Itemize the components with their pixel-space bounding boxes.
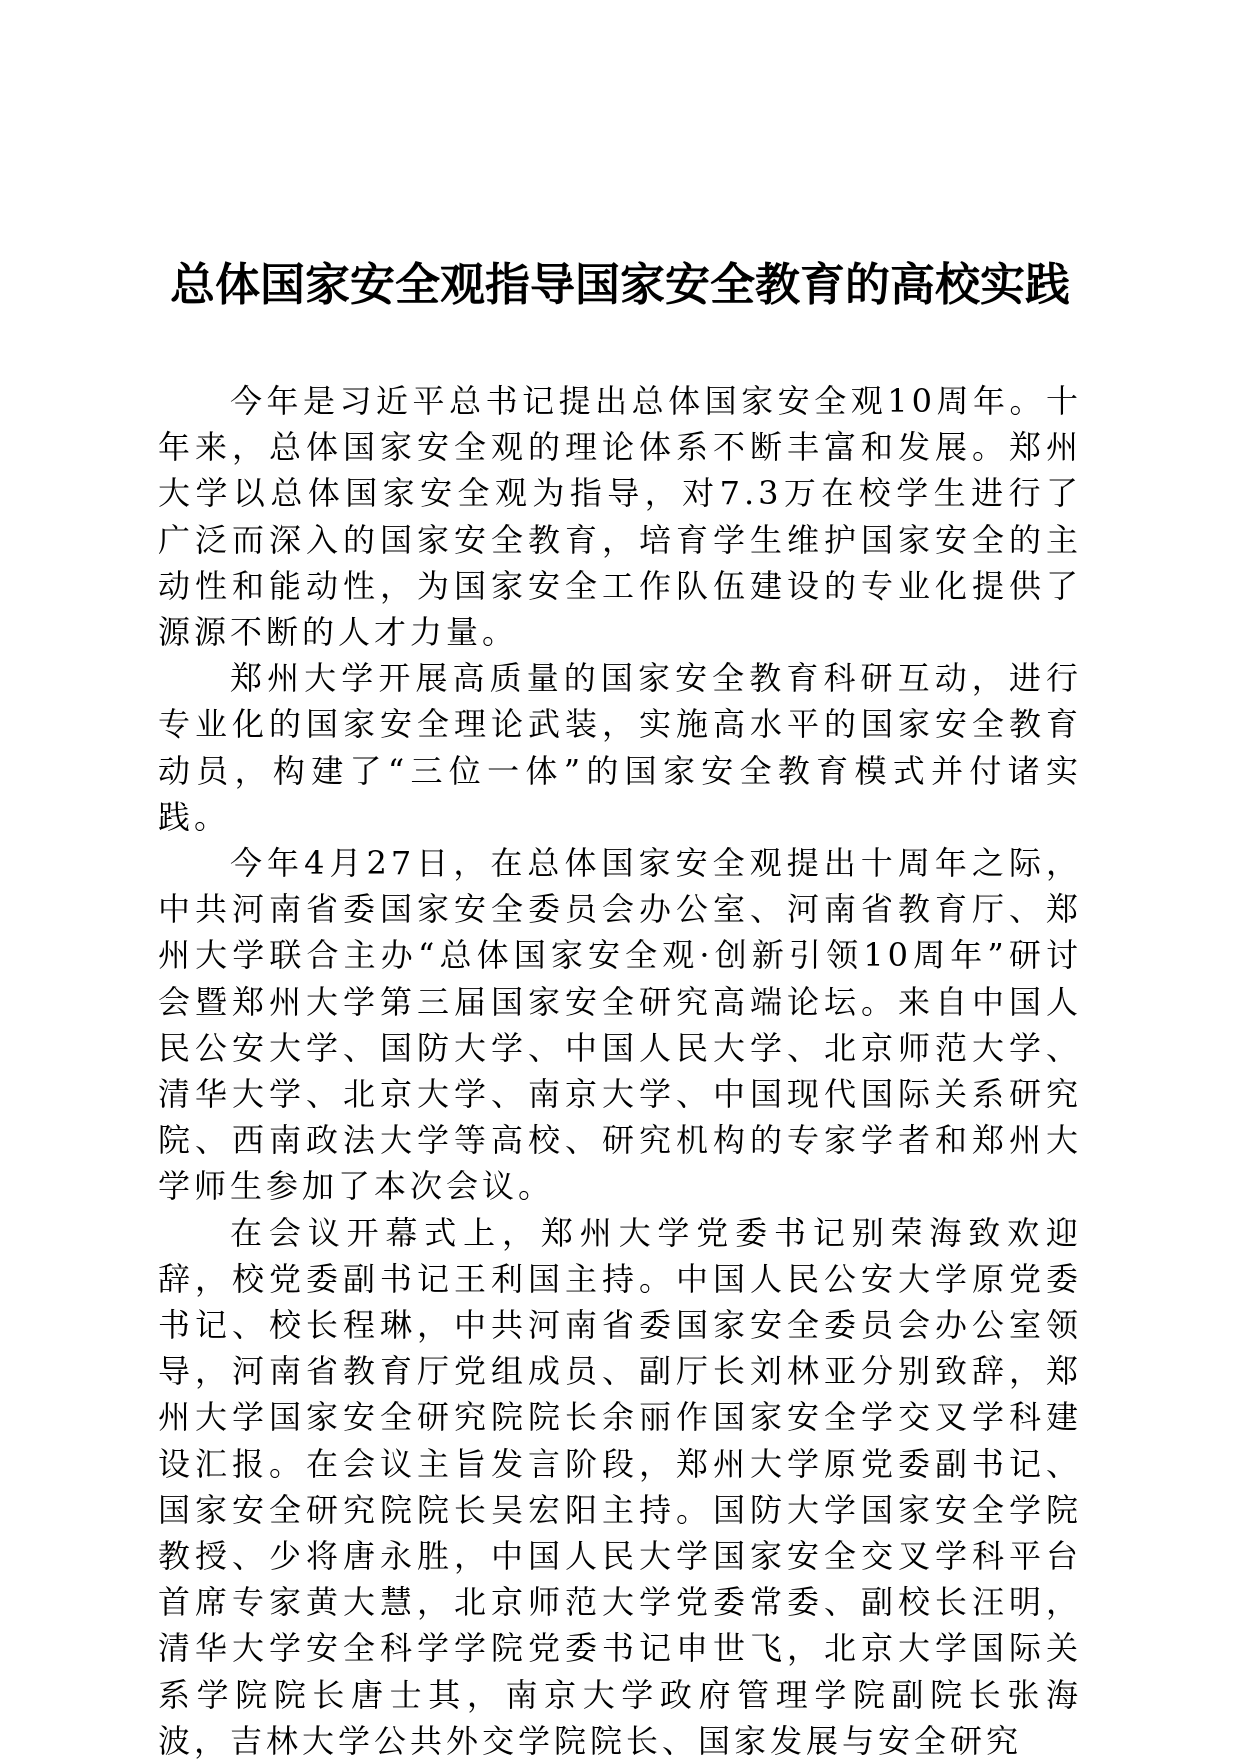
paragraph: 郑州大学开展高质量的国家安全教育科研互动，进行专业化的国家安全理论武装，实施高水平的国家安全教育动员，构建了“三位一体”的国家安全教育模式并付诸实践。 (158, 659, 1082, 836)
paragraph: 在会议开幕式上，郑州大学党委书记别荣海致欢迎辞，校党委副书记王利国主持。中国人民公安大学原党委书记、校长程琳，中共河南省委国家安全委员会办公室领导，河南省教育厅党组成员、副厅长刘林亚分别致辞，郑州大学国家安全研究院院长余丽作国家安全学交叉学科建设汇报。在会议主旨发言阶段，郑州大学原党委副书记、国家安全研究院院长吴宏阳主持。国防大学国家安全学院教授、少将唐永胜，中国人民大学国家安全交叉学科平台首席专家黄大慧，北京师范大学党委常委、副校长汪明，清华大学安全科学学院党委书记申世飞，北京大学国际关系学院院长唐士其，南京大学政府管理学院副院长张海波，吉林大学公共外交学院院长、国家发展与安全研究 (158, 1213, 1082, 1760)
document-title: 总体国家安全观指导国家安全教育的高校实践 (169, 258, 1070, 311)
paragraph: 今年是习近平总书记提出总体国家安全观10周年。十年来，总体国家安全观的理论体系不断丰富和发展。郑州大学以总体国家安全观为指导，对7.3万在校学生进行了广泛而深入的国家安全教育，培育学生维护国家安全的主动性和能动性，为国家安全工作队伍建设的专业化提供了源源不断的人才力量。 (158, 382, 1082, 652)
paragraph: 今年4月27日，在总体国家安全观提出十周年之际，中共河南省委国家安全委员会办公室、河南省教育厅、郑州大学联合主办“总体国家安全观·创新引领10周年”研讨会暨郑州大学第三届国家安全研究高端论坛。来自中国人民公安大学、国防大学、中国人民大学、北京师范大学、清华大学、北京大学、南京大学、中国现代国际关系研究院、西南政法大学等高校、研究机构的专家学者和郑州大学师生参加了本次会议。 (158, 844, 1082, 1206)
document-body (158, 378, 1082, 1764)
